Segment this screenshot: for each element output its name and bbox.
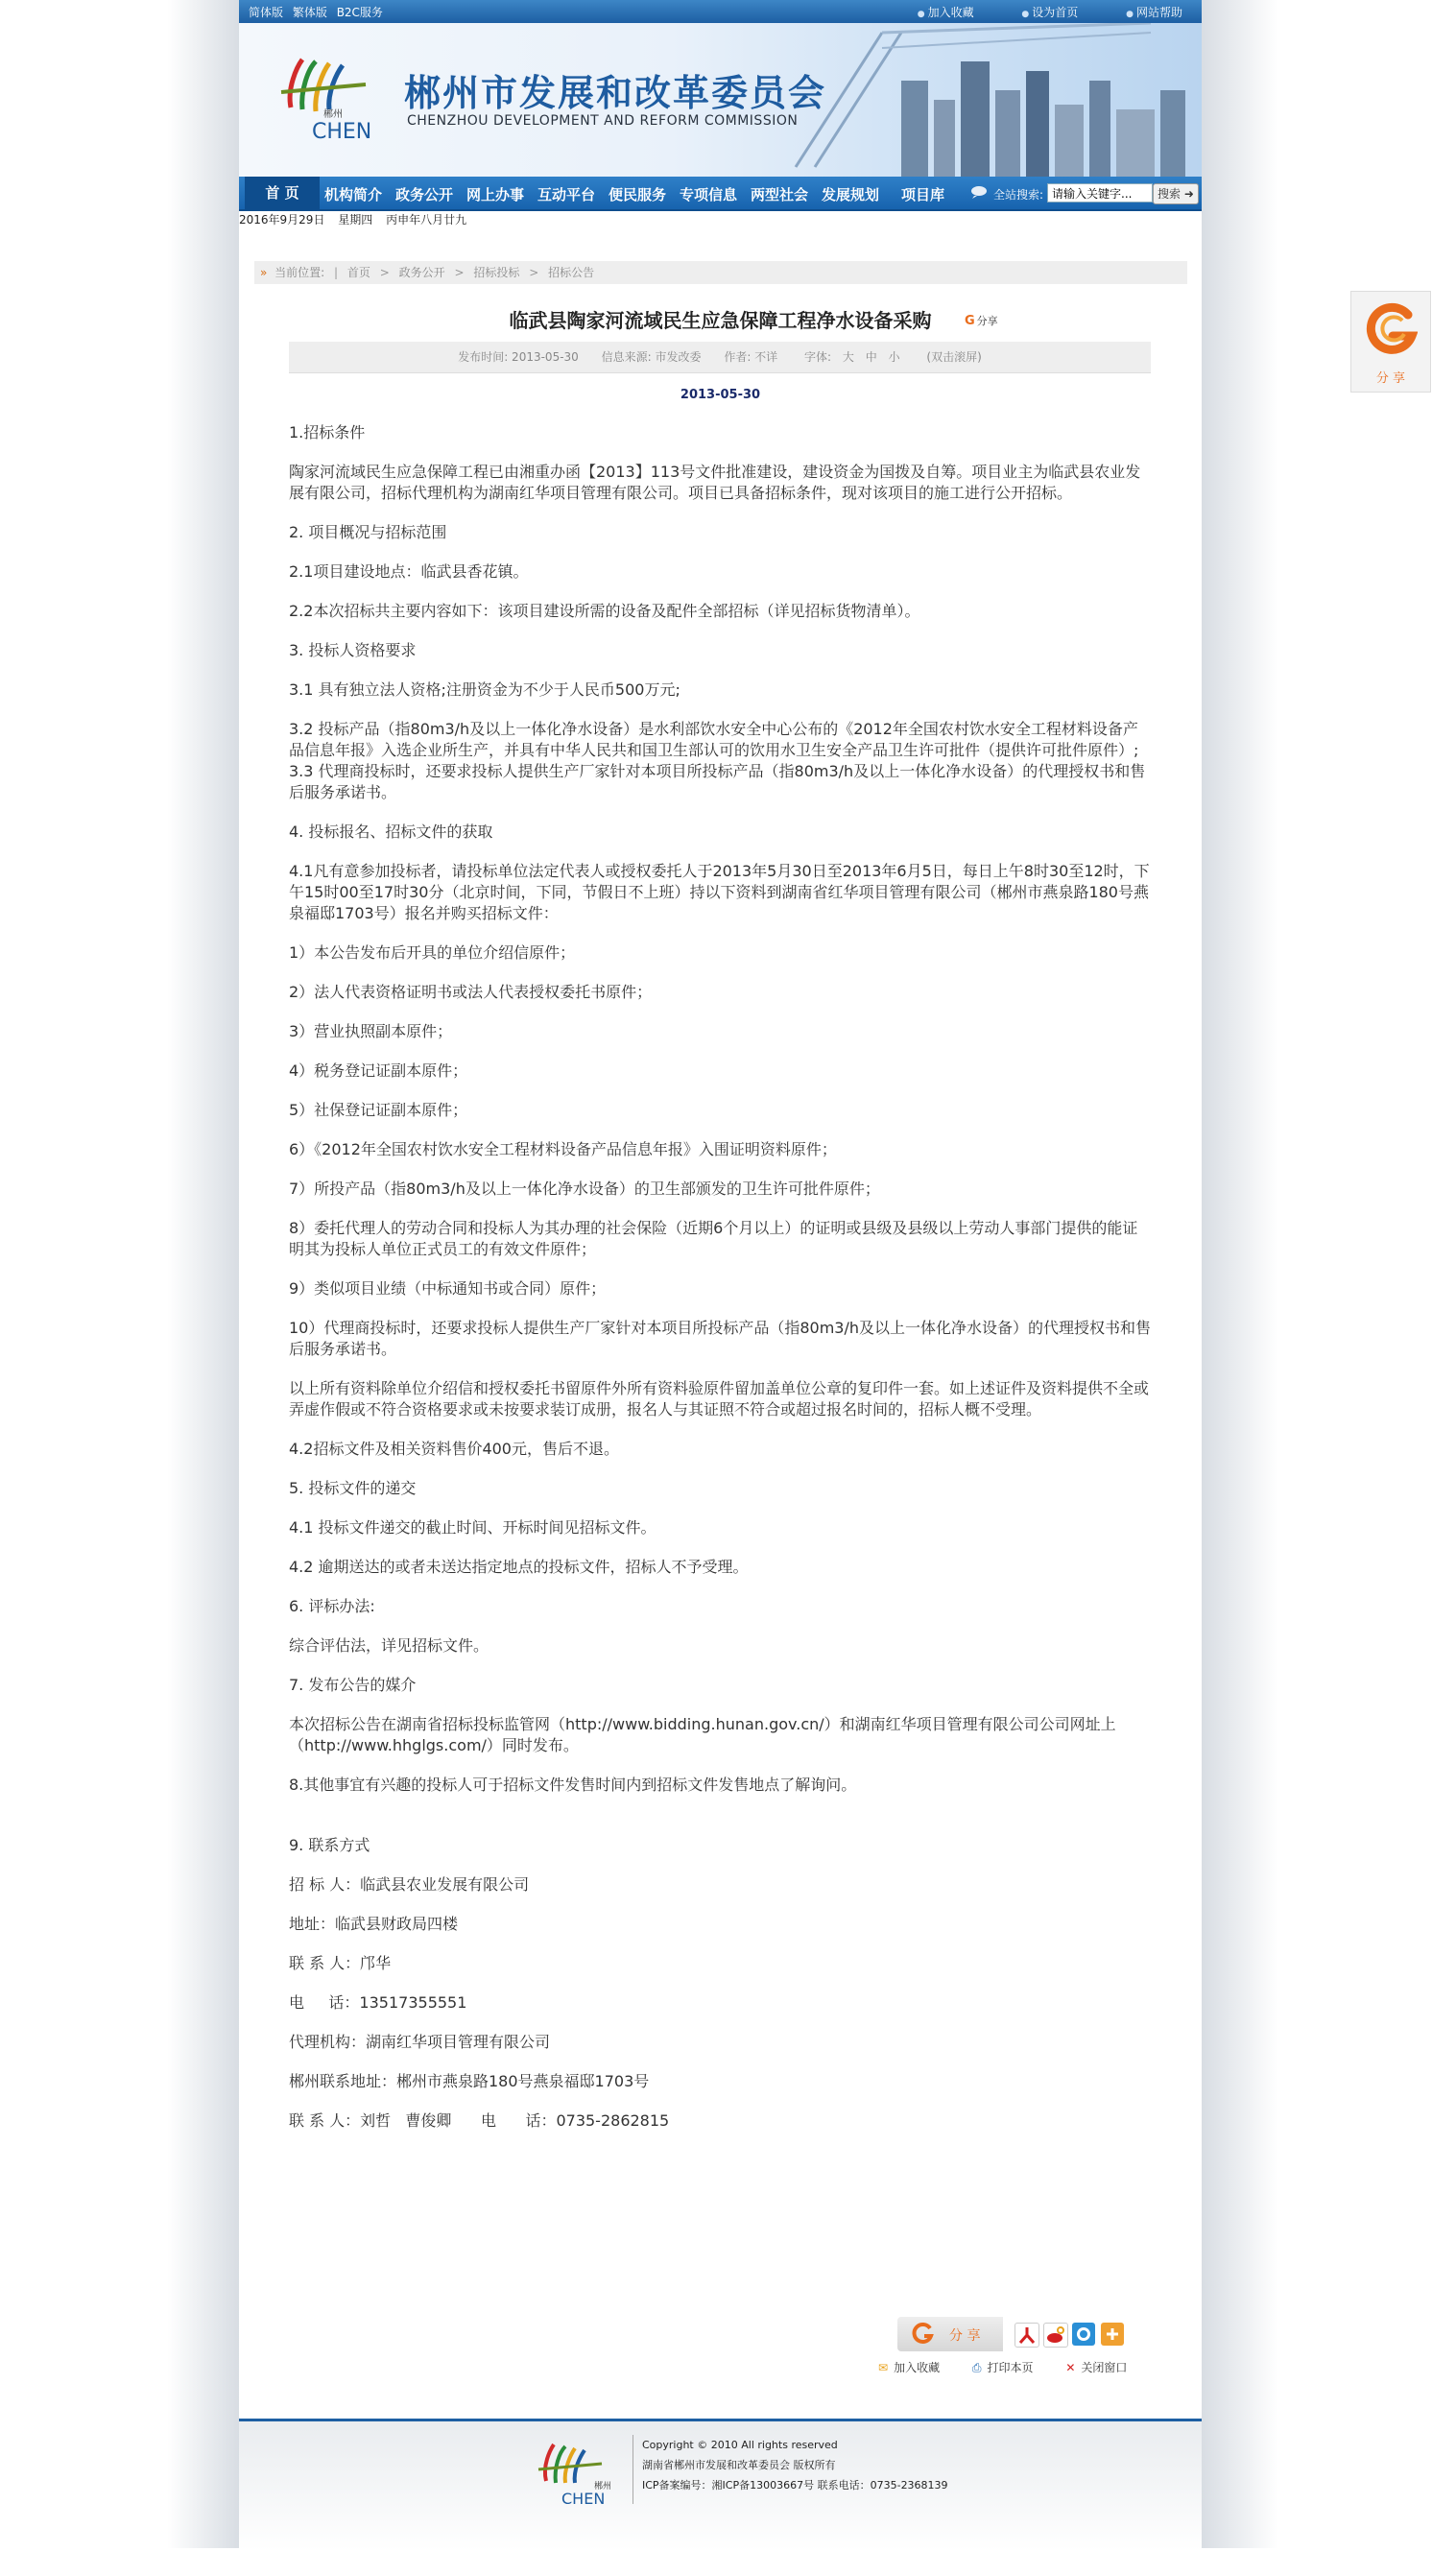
paragraph: 4.1凡有意参加投标者，请投标单位法定代表人或授权委托人于2013年5月30日至2013年6月5日，每日上午8时30至12时，下午15时00至17时30分（北京时间，下同，节假日不上班）持以下资料到湖南省红华项目管理有限公司（郴州市燕泉路180号燕泉福邸1703号）报名并购买招标文件：	[289, 862, 1150, 922]
more-share-icon[interactable]	[1101, 2323, 1124, 2346]
page-background-left	[0, 0, 239, 2548]
paragraph: 4.2招标文件及相关资料售价400元，售后不退。	[289, 1440, 619, 1458]
breadcrumb-label: 当前位置:	[274, 266, 325, 279]
top-links	[873, 4, 1182, 20]
qzone-icon[interactable]	[1072, 2323, 1095, 2346]
breadcrumb-sep: >	[379, 266, 390, 279]
nav-item-planning[interactable]: 发展规划	[822, 186, 880, 203]
bullet-icon: ●	[1021, 10, 1030, 19]
search-button[interactable]: 搜索 ➜	[1153, 183, 1199, 204]
paragraph: 2. 项目概况与招标范围	[289, 523, 447, 541]
current-date: 2016年9月29日	[239, 213, 325, 226]
article-meta	[289, 342, 1151, 373]
lang-simplified-link[interactable]: 简体版	[249, 6, 284, 19]
paragraph: 4. 投标报名、招标文件的获取	[289, 823, 493, 841]
paragraph: 10）代理商投标时，还要求投标人提供生产厂家针对本项目所投标产品（指80m3/h及以上一体化净水设备）的代理授权书和售后服务承诺书。	[289, 1319, 1152, 1358]
site-subtitle: CHENZHOU DEVELOPMENT AND REFORM COMMISSION	[407, 113, 799, 129]
meta-source: 信息来源: 市发改委	[601, 350, 702, 364]
article-title: 临武县陶家河流域民生应急保障工程净水设备采购	[509, 309, 932, 332]
article-body	[289, 422, 1153, 2150]
nav-item-interaction[interactable]: 互动平台	[537, 186, 596, 203]
site-help-link[interactable]: ● 网站帮助	[1126, 6, 1182, 19]
nav-item-convenience[interactable]: 便民服务	[609, 186, 667, 203]
contact-line: 郴州联系地址：郴州市燕泉路180号燕泉福邸1703号	[289, 2072, 650, 2090]
font-size-label: 字体:	[804, 350, 832, 364]
paragraph: 以上所有资料除单位介绍信和授权委托书留原件外所有资料验原件留加盖单位公章的复印件一套。如上述证件及资料提供不全或弄虚作假或不符合资格要求或未按要求装订成册，报名人与其证照不符合或超过报名时间的，招标人概不受理。	[289, 1379, 1150, 1419]
page-container	[239, 0, 1202, 2548]
footer-icp: ICP备案编号：湘ICP备13003667号 联系电话：0735-2368139	[642, 2479, 948, 2491]
add-favorite-link[interactable]: ● 加入收藏	[917, 6, 974, 19]
meta-author: 作者: 不详	[724, 350, 778, 364]
lang-traditional-link[interactable]: 繁体版	[292, 6, 327, 19]
paragraph: 2.2本次招标共主要内容如下：该项目建设所需的设备及配件全部招标（详见招标货物清单）。	[289, 602, 920, 620]
bullet-icon: ●	[917, 10, 925, 19]
breadcrumb-item-bidding[interactable]: 招标投标	[473, 266, 520, 279]
paragraph: 5）社保登记证副本原件；	[289, 1101, 468, 1119]
paragraph: 7. 发布公告的媒介	[289, 1676, 417, 1694]
paragraph: 8.其他事宜有兴趣的投标人可于招标文件发售时间内到招标文件发售地点了解询问。	[289, 1776, 857, 1794]
nav-item-gov-info[interactable]: 政务公开	[395, 186, 454, 203]
nav-item-special-info[interactable]: 专项信息	[680, 186, 738, 203]
top-strip	[239, 0, 1202, 23]
paragraph: 陶家河流域民生应急保障工程已由湘重办函【2013】113号文件批准建设，建设资金为国拨及自筹。项目业主为临武县农业发展有限公司，招标代理机构为湖南红华项目管理有限公司。项目已具备招标条件，现对该项目的施工进行公开招标。	[289, 463, 1141, 502]
contact-line: 9. 联系方式	[289, 1836, 370, 1854]
share-mini-button[interactable]	[965, 313, 998, 328]
search-button-label: 搜索	[1158, 187, 1182, 201]
paragraph: 综合评估法，详见招标文件。	[289, 1636, 489, 1655]
search-input[interactable]	[1047, 183, 1153, 203]
breadcrumb-sep: |	[334, 266, 339, 279]
font-small-link[interactable]: 小	[888, 350, 900, 364]
language-links	[249, 4, 389, 20]
paragraph: 3）营业执照副本原件；	[289, 1022, 453, 1040]
nav-item-two-type-society[interactable]: 两型社会	[751, 186, 809, 203]
paragraph: 3.1 具有独立法人资格;注册资金为不少于人民币500万元;	[289, 680, 680, 699]
breadcrumb-item-home[interactable]: 首页	[346, 266, 370, 279]
footer-owner: 湖南省郴州市发展和改革委员会 版权所有	[642, 2459, 836, 2471]
paragraph: 1）本公告发布后开具的单位介绍信原件；	[289, 943, 576, 962]
paragraph: 8）委托代理人的劳动合同和投标人为其办理的社会保险（近期6个月以上）的证明或县级及县级以上劳动人事部门提供的能证明其为投标人单位正式员工的有效文件原件；	[289, 1219, 1138, 1258]
breadcrumb	[254, 261, 1187, 284]
footer-logo-city: 郴州	[594, 2482, 612, 2491]
paragraph: 3. 投标人资格要求	[289, 641, 417, 659]
printer-icon: ⎙	[971, 2361, 982, 2374]
meta-published: 发布时间: 2013-05-30	[458, 350, 579, 364]
site-title: 郴州市发展和改革委员会	[404, 72, 827, 114]
contact-line: 地址：临武县财政局四楼	[289, 1915, 459, 1933]
contact-line: 联 系 人：邝华	[289, 1954, 392, 1972]
logo-city-text: 郴州	[323, 109, 343, 120]
set-home-link[interactable]: ● 设为首页	[1021, 6, 1079, 19]
breadcrumb-arrow-icon: »	[260, 266, 268, 279]
share-brand-button[interactable]	[897, 2317, 1003, 2351]
header-banner	[239, 23, 1202, 177]
bullet-icon: ●	[1126, 10, 1134, 19]
paragraph: 本次招标公告在湖南省招标投标监管网（http://www.bidding.hunan.gov.cn/）和湖南红华项目管理有限公司公司网址上（http://www.hhglgs.com/）同时发布。	[289, 1715, 1116, 1754]
footer-logo	[533, 2439, 619, 2508]
nav-item-project-library[interactable]: 项目库	[901, 186, 945, 203]
paragraph: 3.2 投标产品（指80m3/h及以上一体化净水设备）是水利部饮水安全中心公布的《2012年全国农村饮水安全工程材料设备产品信息年报》入选企业所生产，并具有中华人民共和国卫生部认可的饮用水卫生安全产品卫生许可批件（提供许可批件原件）; 3.3 代理商投标时，还要求投标人提供生产厂家针对本项目所投标产品（指80m3/h及以上一体化净水设备）的代理授权书和售后服务承诺书。	[289, 720, 1146, 801]
floating-share-widget[interactable]	[1350, 291, 1431, 393]
font-size-controls	[800, 350, 907, 364]
logo-text: CHEN	[312, 120, 372, 144]
nav-item-online-services[interactable]: 网上办事	[466, 186, 525, 203]
footer	[239, 2419, 1202, 2551]
breadcrumb-item-notice[interactable]: 招标公告	[548, 266, 595, 279]
city-skyline-image	[738, 23, 1202, 177]
share-toolbar	[897, 2317, 1153, 2351]
paragraph: 9）类似项目业绩（中标通知书或合同）原件；	[289, 1279, 607, 1298]
paragraph: 5. 投标文件的递交	[289, 1479, 417, 1497]
print-button[interactable]: ⎙ 打印本页	[971, 2361, 1034, 2374]
paragraph: 7）所投产品（指80m3/h及以上一体化净水设备）的卫生部颁发的卫生许可批件原件；	[289, 1180, 880, 1198]
breadcrumb-item-gov[interactable]: 政务公开	[398, 266, 445, 279]
contact-line: 代理机构：湖南红华项目管理有限公司	[289, 2033, 551, 2051]
nav-item-about[interactable]: 机构简介	[324, 186, 383, 203]
footer-logo-text: CHEN	[561, 2490, 606, 2508]
paragraph: 1.招标条件	[289, 423, 366, 441]
paragraph: 6. 评标办法:	[289, 1597, 375, 1615]
close-icon: ✕	[1065, 2361, 1076, 2374]
contact-line: 电 话：13517355551	[289, 1993, 467, 2012]
font-medium-link[interactable]: 中	[865, 350, 877, 364]
share-logo-icon	[911, 2323, 934, 2346]
paragraph: 4.1 投标文件递交的截止时间、开标时间见招标文件。	[289, 1518, 656, 1537]
share-mini-label: 分享	[976, 315, 998, 327]
lunar-date: 丙申年八月廿九	[386, 213, 467, 226]
breadcrumb-sep: >	[454, 266, 465, 279]
date-bar	[239, 211, 1202, 230]
b2c-link[interactable]: B2C服务	[336, 6, 383, 19]
site-logo[interactable]	[274, 50, 389, 146]
footer-copyright: Copyright © 2010 All rights reserved	[642, 2439, 838, 2451]
main-navigation	[239, 177, 1202, 211]
share-icon: G	[965, 314, 975, 328]
scroll-hint: (双击滚屏)	[926, 350, 982, 364]
share-brand-label: 分 享	[949, 2328, 981, 2344]
share-logo-icon	[1364, 301, 1418, 359]
font-large-link[interactable]: 大	[842, 350, 854, 364]
spacer	[289, 1814, 1153, 1835]
weibo-icon[interactable]	[1043, 2323, 1068, 2348]
breadcrumb-sep: >	[529, 266, 539, 279]
current-weekday: 星期四	[338, 213, 373, 226]
close-window-button[interactable]: ✕ 关闭窗口	[1065, 2361, 1128, 2374]
paragraph: 2）法人代表资格证明书或法人代表授权委托书原件；	[289, 983, 653, 1001]
article-date-heading: 2013-05-30	[680, 388, 761, 402]
paragraph: 4.2 逾期送达的或者未送达指定地点的投标文件，招标人不予受理。	[289, 1558, 749, 1576]
contact-line: 联 系 人：刘哲 曹俊卿 电 话：0735-2862815	[289, 2111, 670, 2130]
footer-info	[642, 2435, 948, 2495]
utility-links	[878, 2359, 1156, 2375]
nav-home[interactable]: 首 页	[245, 177, 320, 209]
star-icon: ✉	[878, 2361, 889, 2374]
renren-icon[interactable]	[1014, 2323, 1039, 2348]
paragraph: 2.1项目建设地点：临武县香花镇。	[289, 562, 529, 581]
paragraph: 4）税务登记证副本原件；	[289, 1061, 468, 1080]
paragraph: 6）《2012年全国农村饮水安全工程材料设备产品信息年报》入围证明资料原件；	[289, 1140, 837, 1158]
search-icon	[970, 185, 988, 199]
search-label: 全站搜索:	[993, 188, 1044, 202]
add-favorite-button[interactable]: ✉ 加入收藏	[878, 2361, 941, 2374]
floating-share-label: 分 享	[1375, 371, 1406, 386]
contact-line: 招 标 人：临武县农业发展有限公司	[289, 1875, 530, 1894]
